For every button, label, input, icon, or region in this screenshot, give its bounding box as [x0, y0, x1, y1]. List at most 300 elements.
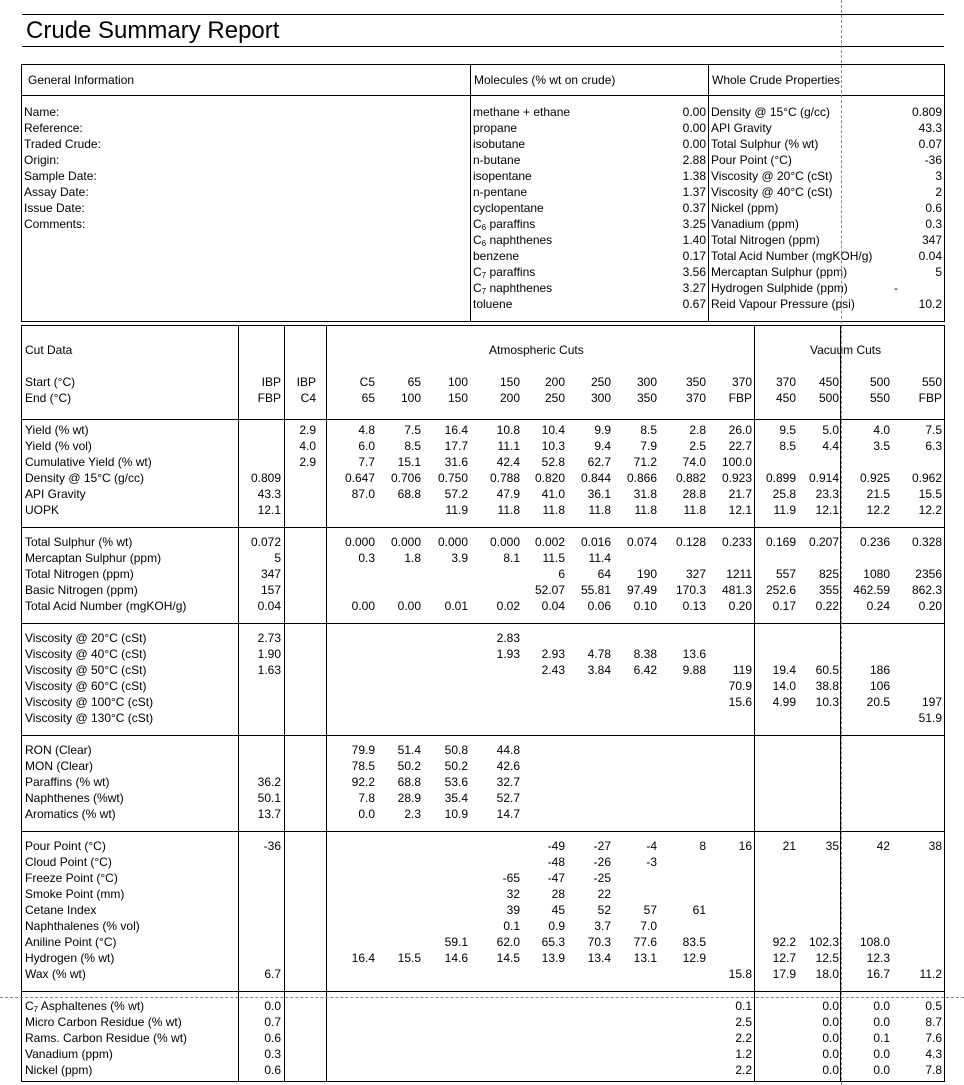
cut-cell-value: 83.5 — [682, 935, 706, 949]
crude-property-name: Total Acid Number (mgKOH/g) — [711, 249, 873, 263]
group-separator — [21, 831, 945, 832]
cut-cell-value: 0.13 — [682, 599, 706, 613]
cut-cell-value: 1.93 — [496, 647, 520, 661]
cut-cell-value: 19.4 — [772, 663, 796, 677]
atmospheric-cuts-label: Atmospheric Cuts — [489, 343, 584, 357]
molecule-name: $C_6$ paraffins — [473, 217, 536, 232]
crude-property-value: 3 — [935, 169, 942, 183]
cut-cell-value: 0.750 — [437, 471, 468, 485]
cut-cell-value: 0.207 — [808, 535, 839, 549]
cut-cell-value: 9.9 — [594, 423, 611, 437]
cut-cell-value: 35 — [825, 839, 839, 853]
cut-end-temp: 500 — [818, 391, 839, 405]
cut-cell-value: 11.9 — [773, 503, 796, 517]
cut-cell-value: 0.20 — [918, 599, 942, 613]
cut-cell-value: 6.7 — [264, 967, 281, 981]
cut-cell-value: 31.6 — [444, 455, 468, 469]
cut-cell-value: 6.3 — [925, 439, 942, 453]
vacuum-cuts-label: Vacuum Cuts — [810, 343, 882, 357]
cut-row-label: Hydrogen (% wt) — [25, 951, 115, 965]
cut-row-label: Cetane Index — [25, 903, 97, 917]
cut-cell-value: 92.2 — [772, 935, 796, 949]
cut-cell-value: 16.4 — [351, 951, 375, 965]
crude-property-value: -36 — [924, 153, 942, 167]
general-field-label: Issue Date: — [24, 201, 85, 215]
cut-cell-value: 0.706 — [390, 471, 421, 485]
report-title: Crude Summary Report — [26, 17, 280, 44]
molecule-value: 3.27 — [682, 281, 706, 295]
cut-cell-value: 4.99 — [772, 695, 796, 709]
cut-start-temp: 65 — [407, 375, 421, 389]
cut-row-label: Viscosity @ 50°C (cSt) — [25, 663, 147, 677]
cut-cell-value: 11.8 — [588, 503, 611, 517]
start-label: Start (°C) — [25, 375, 76, 389]
cut-row-label: Total Sulphur (% wt) — [25, 535, 133, 549]
cut-cell-value: 102.3 — [808, 935, 839, 949]
cut-cell-value: 0.3 — [264, 1047, 281, 1061]
cut-cell-value: 0.17 — [772, 599, 796, 613]
cut-cell-value: 0.000 — [390, 535, 421, 549]
general-field-label: Origin: — [24, 153, 60, 167]
cut-cell-value: 11.9 — [445, 503, 468, 517]
cut-row-label: Rams. Carbon Residue (% wt) — [25, 1031, 188, 1045]
cut-cell-value: 8.7 — [925, 1015, 942, 1029]
cut-end-temp: 370 — [685, 391, 706, 405]
group-separator — [21, 527, 945, 528]
molecule-value: 0.67 — [682, 297, 706, 311]
group-separator — [21, 623, 945, 624]
cut-cell-value: 355 — [818, 583, 839, 597]
cut-cell-value: 55.81 — [580, 583, 611, 597]
cut-cell-value: 0.233 — [721, 535, 752, 549]
cut-cell-value: 42.4 — [496, 455, 520, 469]
crude-property-value: 0.07 — [918, 137, 942, 151]
cut-cell-value: 2.73 — [257, 631, 281, 645]
cut-cell-value: 3.84 — [587, 663, 611, 677]
cut-row-label: Total Acid Number (mgKOH/g) — [25, 599, 187, 613]
cut-cell-value: 52.8 — [541, 455, 565, 469]
cut-cell-value: 0.20 — [728, 599, 752, 613]
cut-row-label: MON (Clear) — [25, 759, 93, 773]
cut-cell-value: 53.6 — [444, 775, 468, 789]
cut-cell-value: 0.04 — [257, 599, 281, 613]
cut-row-label: Naphthenes (%wt) — [25, 791, 124, 805]
cut-cell-value: 47.9 — [496, 487, 520, 501]
cut-cell-value: 2356 — [915, 567, 942, 581]
cut-cell-value: 32.7 — [496, 775, 520, 789]
cut-cell-value: 52 — [597, 903, 611, 917]
cut-cell-value: -65 — [502, 871, 520, 885]
cut-cell-value: 17.9 — [772, 967, 796, 981]
general-field-label: Sample Date: — [24, 169, 97, 183]
cut-cell-value: 1.8 — [404, 551, 421, 565]
cut-cell-value: 0.925 — [859, 471, 890, 485]
cut-row-label: Yield (% wt) — [25, 423, 89, 437]
cut-cell-value: 11.8 — [542, 503, 565, 517]
molecule-value: 0.00 — [682, 137, 706, 151]
cut-cell-value: 12.3 — [866, 951, 890, 965]
cut-cell-value: 6.42 — [633, 663, 657, 677]
cut-cell-value: 4.3 — [925, 1047, 942, 1061]
whole-crude-header: Whole Crude Properties — [712, 73, 841, 87]
cut-cell-value: 13.9 — [541, 951, 565, 965]
molecule-value: 1.38 — [682, 169, 706, 183]
molecule-name: benzene — [473, 249, 520, 263]
cut-cell-value: 0.000 — [344, 535, 375, 549]
cut-cell-value: 13.6 — [682, 647, 706, 661]
cut-start-temp: 370 — [731, 375, 752, 389]
cut-end-temp: 100 — [400, 391, 421, 405]
cut-cell-value: 825 — [818, 567, 839, 581]
cut-cell-value: 43.3 — [257, 487, 281, 501]
cut-cell-value: 0.9 — [548, 919, 565, 933]
cut-cell-value: 0.24 — [866, 599, 890, 613]
cut-cell-value: 10.9 — [444, 807, 468, 821]
cut-cell-value: 2.9 — [299, 455, 316, 469]
cut-cell-value: 79.9 — [351, 743, 375, 757]
cut-start-temp: 500 — [869, 375, 890, 389]
cut-cell-value: 0.000 — [437, 535, 468, 549]
cut-cell-value: 13.4 — [587, 951, 611, 965]
cut-cell-value: 0.0 — [822, 1015, 839, 1029]
cut-cell-value: 38 — [928, 839, 942, 853]
cut-cell-value: 13.1 — [633, 951, 657, 965]
cut-cell-value: 170.3 — [675, 583, 706, 597]
cut-cell-value: 197 — [921, 695, 942, 709]
cut-cell-value: 11.4 — [588, 551, 611, 565]
cut-cell-value: 52.07 — [534, 583, 565, 597]
molecule-name: propane — [473, 121, 518, 135]
general-info-header: General Information — [28, 73, 135, 87]
cut-cell-value: 0.0 — [873, 999, 890, 1013]
cut-cell-value: 7.8 — [925, 1063, 942, 1077]
cut-cell-value: 74.0 — [682, 455, 706, 469]
cut-end-temp: C4 — [300, 391, 316, 405]
cut-cell-value: 15.5 — [918, 487, 942, 501]
cut-cell-value: 8.38 — [633, 647, 657, 661]
cut-cell-value: 2.3 — [404, 807, 421, 821]
cut-row-label: RON (Clear) — [25, 743, 92, 757]
cut-cell-value: 6.0 — [358, 439, 375, 453]
crude-property-name: Viscosity @ 20°C (cSt) — [711, 169, 833, 183]
cut-end-temp: FBP — [918, 391, 942, 405]
cut-end-temp: FBP — [257, 391, 281, 405]
cut-cell-value: 0.809 — [250, 471, 281, 485]
cut-cell-value: 10.4 — [541, 423, 565, 437]
cut-cell-value: 23.3 — [815, 487, 839, 501]
cut-cell-value: 7.6 — [925, 1031, 942, 1045]
cut-end-temp: 550 — [869, 391, 890, 405]
cut-end-temp: 350 — [636, 391, 657, 405]
cut-cell-value: 157 — [260, 583, 281, 597]
cut-row-label: Aromatics (% wt) — [25, 807, 116, 821]
cut-cell-value: 8.5 — [779, 439, 796, 453]
cut-cell-value: 2.5 — [689, 439, 706, 453]
cut-cell-value: 71.2 — [633, 455, 657, 469]
cut-cell-value: 0.1 — [873, 1031, 890, 1045]
cut-cell-value: 14.5 — [496, 951, 520, 965]
molecule-value: 2.88 — [682, 153, 706, 167]
cut-cell-value: 1211 — [726, 567, 752, 581]
cut-end-temp: 300 — [590, 391, 611, 405]
cut-cell-value: 0.647 — [344, 471, 375, 485]
cut-cell-value: 6 — [558, 567, 565, 581]
info-header-rule — [21, 95, 945, 96]
cut-start-temp: 350 — [685, 375, 706, 389]
cut-cell-value: 12.1 — [257, 503, 281, 517]
cut-cell-value: 50.1 — [257, 791, 281, 805]
cut-cell-value: 62.7 — [587, 455, 611, 469]
report-top-rule — [22, 14, 944, 15]
cut-cell-value: 0.7 — [264, 1015, 281, 1029]
crude-property-value: 0.6 — [925, 201, 942, 215]
cut-cell-value: 92.2 — [351, 775, 375, 789]
cut-cell-value: 2.2 — [735, 1031, 752, 1045]
cut-cell-value: 0.844 — [580, 471, 611, 485]
report-title-rule — [22, 46, 944, 47]
cut-cell-value: 64 — [597, 567, 611, 581]
cut-cell-value: -48 — [547, 855, 565, 869]
cut-cell-value: 0.04 — [541, 599, 565, 613]
cut-cell-value: 2.9 — [299, 423, 316, 437]
cut-cell-value: 2.5 — [735, 1015, 752, 1029]
cut-cell-value: 0.923 — [721, 471, 752, 485]
general-field-label: Comments: — [24, 217, 86, 231]
cut-cell-value: 4.8 — [358, 423, 375, 437]
cut-row-label: Yield (% vol) — [25, 439, 92, 453]
molecule-name: n-butane — [473, 153, 521, 167]
cut-cell-value: 0.0 — [873, 1047, 890, 1061]
molecule-name: isopentane — [473, 169, 532, 183]
cut-cell-value: 0.02 — [496, 599, 520, 613]
cut-cell-value: 8.1 — [503, 551, 520, 565]
cut-cell-value: 100.0 — [721, 455, 752, 469]
cut-cell-value: 51.4 — [397, 743, 421, 757]
cut-row-label: Nickel (ppm) — [25, 1063, 93, 1077]
cut-cell-value: 12.9 — [682, 951, 706, 965]
cut-cell-value: 38.8 — [815, 679, 839, 693]
crude-property-value: 5 — [935, 265, 942, 279]
cut-cell-value: 59.1 — [444, 935, 468, 949]
crude-property-name: Vanadium (ppm) — [711, 217, 799, 231]
cut-cell-value: 9.88 — [682, 663, 706, 677]
cut-cell-value: 12.1 — [728, 503, 752, 517]
cut-cell-value: 8 — [699, 839, 706, 853]
cut-cell-value: 462.59 — [853, 583, 890, 597]
crude-property-name: API Gravity — [711, 121, 772, 135]
cut-cell-value: 21.5 — [866, 487, 890, 501]
cut-start-temp: 450 — [818, 375, 839, 389]
cut-cell-value: 0.328 — [911, 535, 942, 549]
cut-row-label: Total Nitrogen (ppm) — [25, 567, 134, 581]
cut-start-temp: 150 — [499, 375, 520, 389]
cut-row-label: UOPK — [25, 503, 60, 517]
cut-row-label: Basic Nitrogen (ppm) — [25, 583, 138, 597]
cut-cell-value: 1.2 — [735, 1047, 752, 1061]
cut-cell-value: 22 — [597, 887, 611, 901]
crude-property-name: Pour Point (°C) — [711, 153, 792, 167]
cut-cell-value: 0.00 — [397, 599, 421, 613]
cut-cell-value: 12.2 — [918, 503, 942, 517]
cut-cell-value: 4.0 — [299, 439, 316, 453]
cut-cell-value: 9.4 — [594, 439, 611, 453]
cut-row-label: Viscosity @ 60°C (cSt) — [25, 679, 147, 693]
cut-cell-value: 50.2 — [397, 759, 421, 773]
cut-row-label: Mercaptan Sulphur (ppm) — [25, 551, 162, 565]
cut-cell-value: 50.8 — [444, 743, 468, 757]
cut-cell-value: 15.8 — [728, 967, 752, 981]
cut-cell-value: 16.7 — [866, 967, 890, 981]
cut-cell-value: 106 — [869, 679, 890, 693]
cut-cell-value: -47 — [547, 871, 565, 885]
cut-cell-value: 8.5 — [404, 439, 421, 453]
cut-start-temp: 250 — [590, 375, 611, 389]
general-field-label: Reference: — [24, 121, 83, 135]
cut-cell-value: 0.0 — [822, 1063, 839, 1077]
cut-cell-value: 18.0 — [815, 967, 839, 981]
cut-row-label: Density @ 15°C (g/cc) — [25, 471, 145, 485]
molecule-name: $C_6$ naphthenes — [473, 233, 553, 248]
cut-cell-value: 0.236 — [859, 535, 890, 549]
cut-start-temp: IBP — [296, 375, 316, 389]
cut-cell-value: 11.1 — [497, 439, 520, 453]
cut-cell-value: 41.0 — [541, 487, 565, 501]
cut-cell-value: 16.4 — [444, 423, 468, 437]
cut-cell-value: 481.3 — [721, 583, 752, 597]
cut-cell-value: 12.1 — [815, 503, 839, 517]
cut-cell-value: 15.6 — [728, 695, 752, 709]
cut-cell-value: 21.7 — [728, 487, 752, 501]
crude-property-value: 10.2 — [918, 297, 942, 311]
cut-cell-value: 61 — [692, 903, 706, 917]
cut-cell-value: 0.0 — [822, 1047, 839, 1061]
page-guide-horizontal — [0, 997, 964, 998]
cut-cell-value: -27 — [593, 839, 611, 853]
molecule-value: 1.37 — [682, 185, 706, 199]
cut-cell-value: 21 — [782, 839, 796, 853]
cut-row-label: Pour Point (°C) — [25, 839, 106, 853]
cut-cell-value: 42.6 — [496, 759, 520, 773]
cut-cell-value: -36 — [263, 839, 281, 853]
molecule-value: 3.56 — [682, 265, 706, 279]
crude-property-name: Viscosity @ 40°C (cSt) — [711, 185, 833, 199]
cut-cell-value: 557 — [775, 567, 796, 581]
cut-cell-value: 22.7 — [728, 439, 752, 453]
cut-cell-value: 7.8 — [358, 791, 375, 805]
cut-cell-value: 0.22 — [815, 599, 839, 613]
cut-cell-value: 35.4 — [444, 791, 468, 805]
cut-end-temp: 450 — [775, 391, 796, 405]
cut-cell-value: 4.0 — [873, 423, 890, 437]
molecule-name: n-pentane — [473, 185, 528, 199]
cut-cell-value: 15.1 — [397, 455, 421, 469]
cut-cell-value: 2.8 — [689, 423, 706, 437]
cut-cell-value: 31.8 — [633, 487, 657, 501]
cut-cell-value: 0.899 — [765, 471, 796, 485]
crude-property-value: - — [894, 281, 898, 295]
cut-cell-value: 42 — [876, 839, 890, 853]
cut-row-label: Viscosity @ 40°C (cSt) — [25, 647, 147, 661]
cut-cell-value: 1.63 — [257, 663, 281, 677]
cut-cell-value: 44.8 — [496, 743, 520, 757]
cut-row-label: API Gravity — [25, 487, 86, 501]
molecule-name: methane + ethane — [473, 105, 571, 119]
molecule-value: 0.00 — [682, 121, 706, 135]
cut-end-temp: FBP — [728, 391, 752, 405]
cut-end-temp: 250 — [544, 391, 565, 405]
cut-cell-value: 4.78 — [587, 647, 611, 661]
cut-cell-value: 28 — [551, 887, 565, 901]
molecule-name: isobutane — [473, 137, 526, 151]
cut-cell-value: 70.3 — [587, 935, 611, 949]
cut-cell-value: 57.2 — [444, 487, 468, 501]
cut-start-temp: 200 — [544, 375, 565, 389]
cut-cell-value: 60.5 — [815, 663, 839, 677]
cut-cell-value: 97.49 — [626, 583, 657, 597]
cut-cell-value: 32 — [506, 887, 520, 901]
cut-start-temp: 370 — [775, 375, 796, 389]
cut-cell-value: 108.0 — [859, 935, 890, 949]
cut-cell-value: 11.8 — [497, 503, 520, 517]
crude-property-value: 2 — [935, 185, 942, 199]
cut-start-temp: IBP — [261, 375, 281, 389]
molecule-name: toluene — [473, 297, 513, 311]
cut-row-label: Aniline Point (°C) — [25, 935, 117, 949]
general-field-label: Assay Date: — [24, 185, 89, 199]
crude-property-name: Mercaptan Sulphur (ppm) — [711, 265, 848, 279]
cut-cell-value: 1.90 — [257, 647, 281, 661]
info-divider-1 — [470, 64, 471, 322]
crude-property-name: Reid Vapour Pressure (psi) — [711, 297, 855, 311]
cut-cell-value: 70.9 — [728, 679, 752, 693]
crude-property-value: 0.04 — [918, 249, 942, 263]
cut-row-label: Viscosity @ 130°C (cSt) — [25, 711, 154, 725]
cut-cell-value: 0.820 — [534, 471, 565, 485]
cut-cell-value: -26 — [593, 855, 611, 869]
cut-cell-value: 0.6 — [264, 1031, 281, 1045]
cut-cell-value: 0.0 — [822, 1031, 839, 1045]
cut-cell-value: 2.83 — [496, 631, 520, 645]
molecule-name: $C_7$ paraffins — [473, 265, 536, 280]
cut-cell-value: 0.0 — [873, 1015, 890, 1029]
cut-cell-value: 45 — [551, 903, 565, 917]
cut-cell-value: 50.2 — [444, 759, 468, 773]
cut-end-temp: 200 — [499, 391, 520, 405]
cut-cell-value: 7.5 — [925, 423, 942, 437]
cut-cell-value: 36.2 — [257, 775, 281, 789]
cut-row-label: $C_7$ Asphaltenes (% wt) — [25, 999, 145, 1014]
cut-start-temp: C5 — [359, 375, 375, 389]
cut-cell-value: 12.2 — [866, 503, 890, 517]
cut-cell-value: 12.7 — [772, 951, 796, 965]
cut-cell-value: 0.788 — [489, 471, 520, 485]
cut-cell-value: 78.5 — [351, 759, 375, 773]
cut-cell-value: 0.6 — [264, 1063, 281, 1077]
page-guide-vertical — [841, 0, 842, 1085]
cut-cell-value: 36.1 — [587, 487, 611, 501]
cut-cell-value: 11.8 — [683, 503, 706, 517]
cut-cell-value: 77.6 — [633, 935, 657, 949]
cut-cell-value: 16 — [738, 839, 752, 853]
cut-cell-value: 12.5 — [815, 951, 839, 965]
cut-row-label: Viscosity @ 20°C (cSt) — [25, 631, 147, 645]
cut-cell-value: 0.10 — [633, 599, 657, 613]
cut-start-temp: 550 — [921, 375, 942, 389]
group-separator — [21, 991, 945, 992]
cut-cell-value: 0.914 — [808, 471, 839, 485]
cut-start-temp: 300 — [636, 375, 657, 389]
cut-cell-value: 0.882 — [675, 471, 706, 485]
